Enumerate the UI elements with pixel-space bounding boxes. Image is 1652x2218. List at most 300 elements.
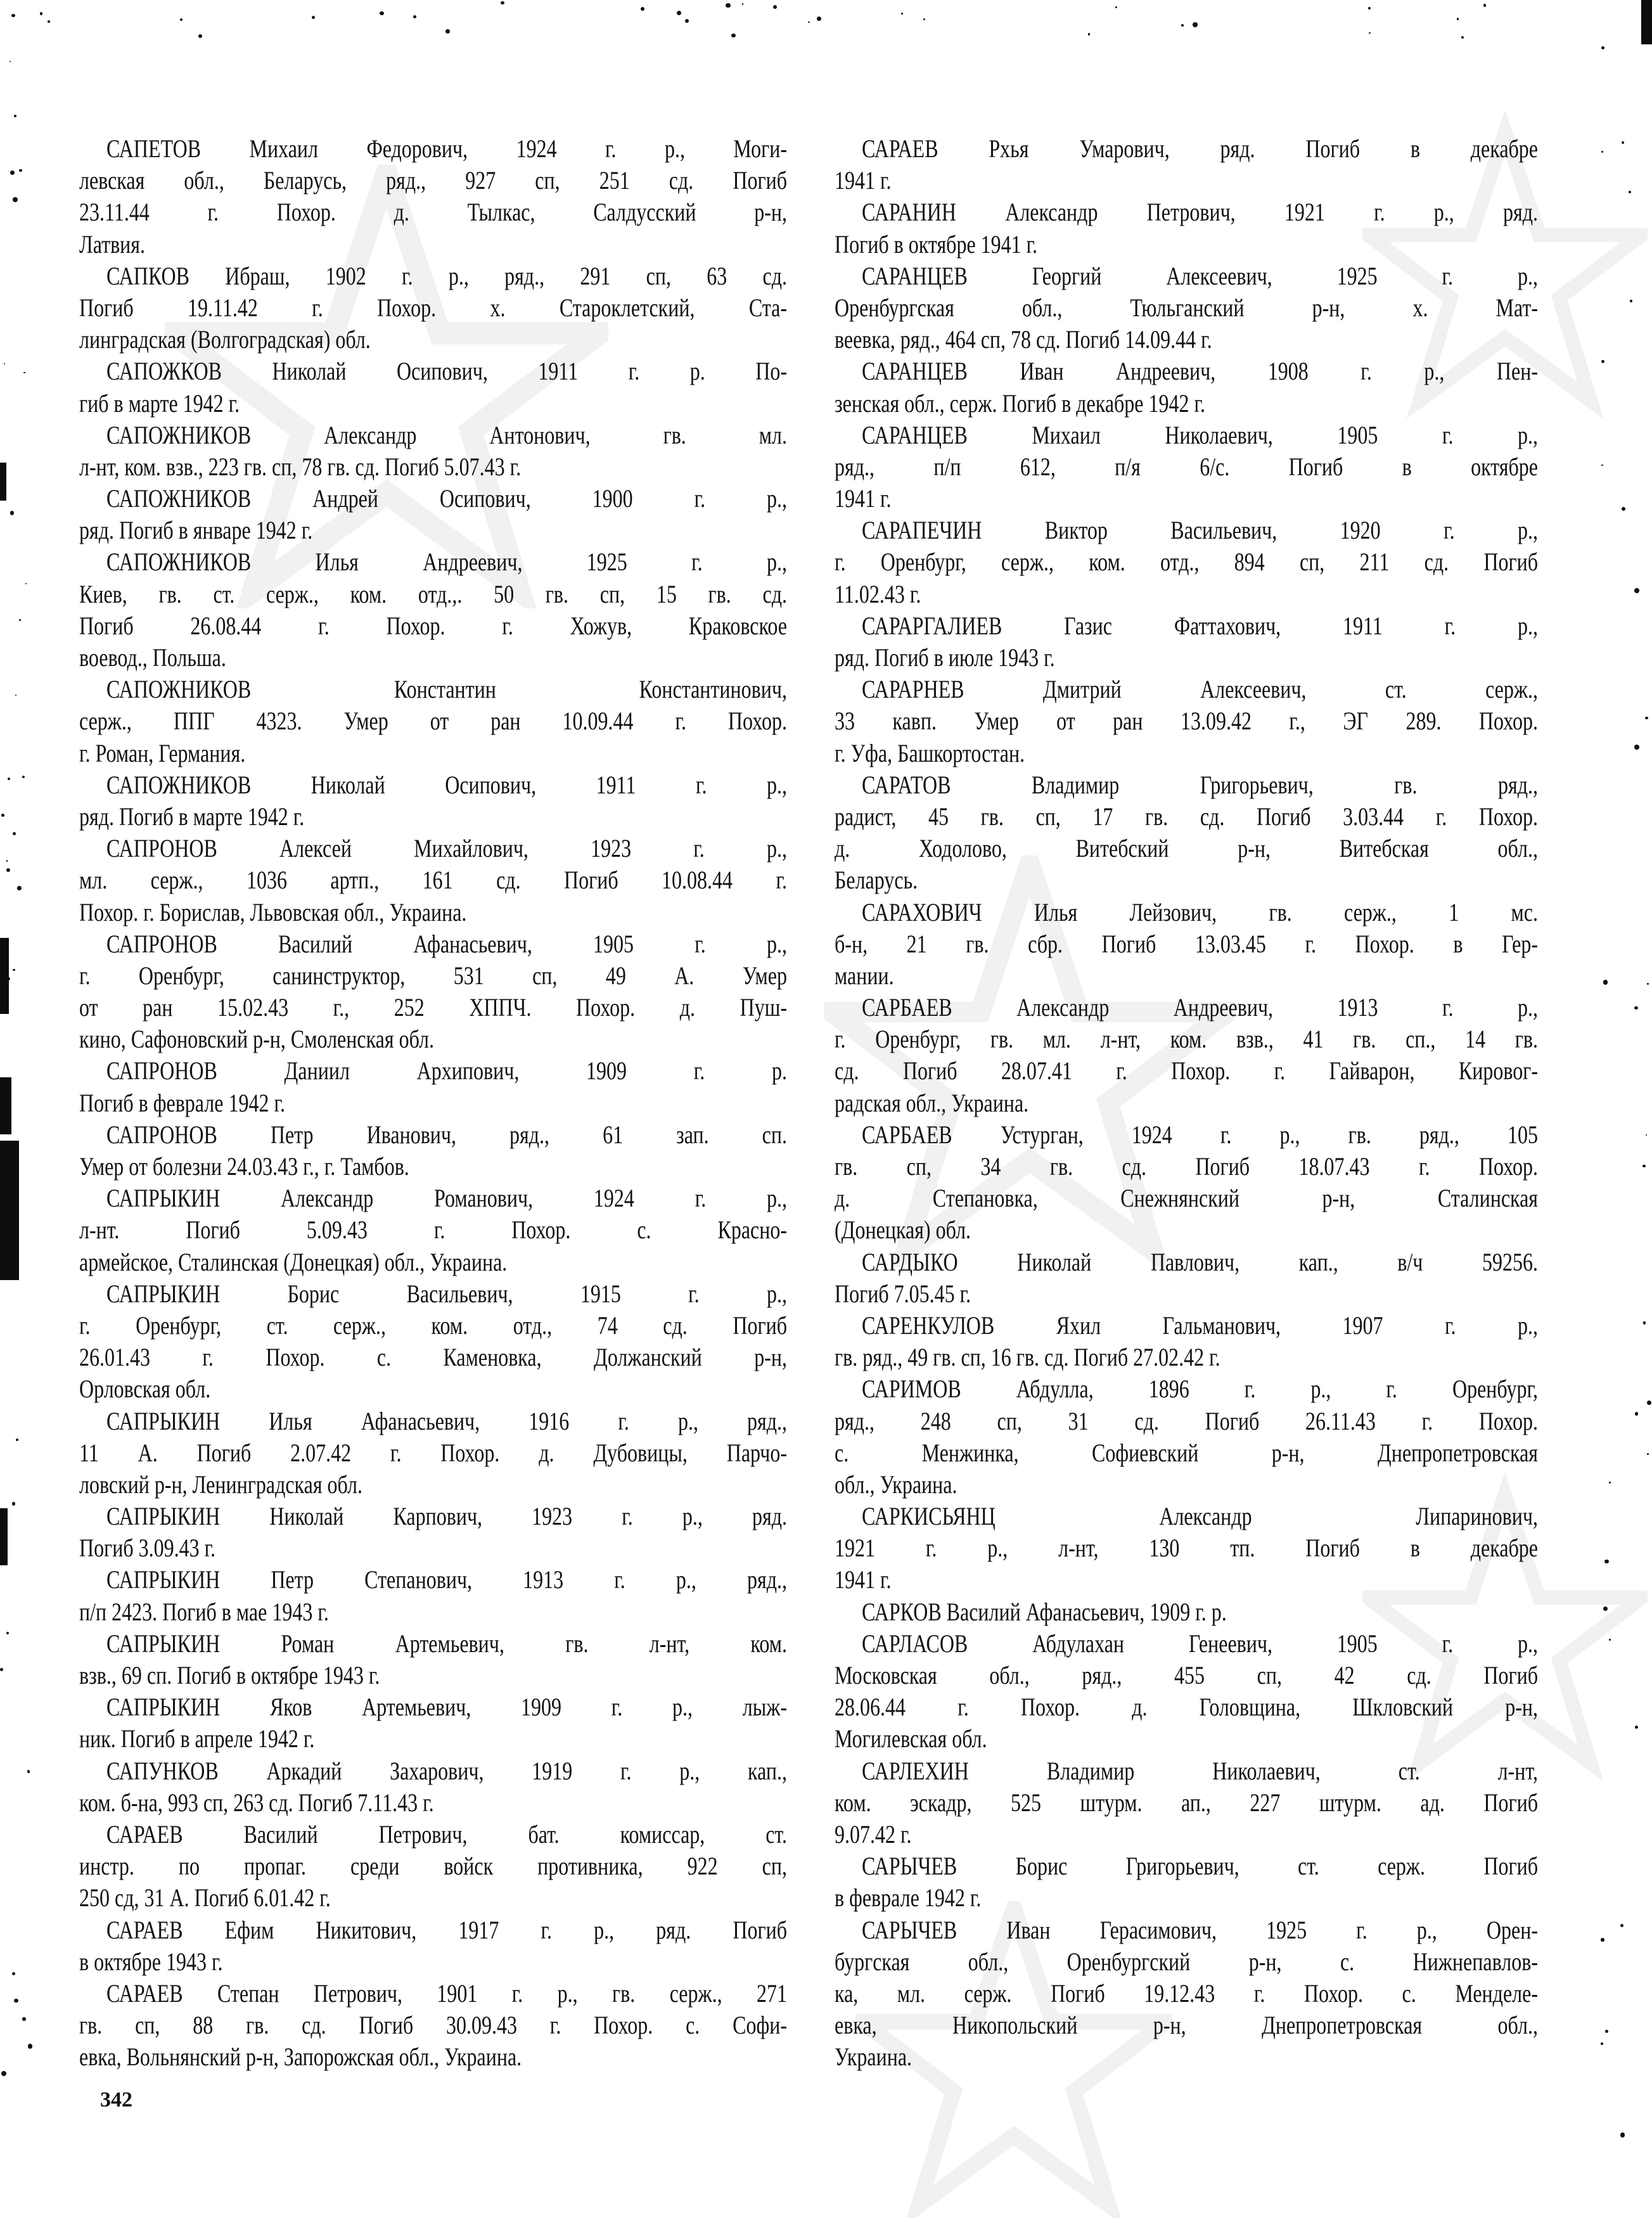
entry-line-text: 11 А. Погиб 2.07.42 г. Похор. д. Дубовицы, Парчо- — [79, 1438, 787, 1467]
scan-speck — [22, 776, 25, 778]
entry-line-text: ряд., 248 сп, 31 сд. Погиб 26.11.43 г. Похор. — [835, 1406, 1538, 1435]
entry-first-line — [79, 356, 787, 387]
entry-line — [79, 388, 787, 420]
scan-speck — [1461, 36, 1464, 39]
entry-first-line — [835, 356, 1538, 387]
entry-first-line — [835, 196, 1538, 228]
scan-speck — [1634, 1006, 1637, 1010]
entry-line-text: л-нт. Погиб 5.09.43 г. Похор. с. Красно- — [79, 1215, 787, 1245]
register-entry — [79, 833, 787, 928]
entry-line-text: САПКОВ Ибраш, 1902 г. р., ряд., 291 сп, 63 сд. — [106, 261, 787, 290]
entry-line-text: 23.11.44 г. Похор. д. Тылкас, Салдусский р-н, — [79, 198, 787, 227]
register-entry — [835, 1914, 1538, 2074]
register-entry — [79, 1406, 787, 1501]
entry-line — [79, 1850, 787, 1882]
entry-line — [835, 928, 1538, 960]
entry-line-text: САПРЫКИН Александр Романович, 1924 г. р., — [106, 1184, 787, 1213]
entry-first-line — [79, 1628, 787, 1660]
entry-line-text: САПУНКОВ Аркадий Захарович, 1919 г. р., кап., — [106, 1756, 787, 1785]
scan-speck — [19, 619, 21, 621]
scan-speck — [1642, 1165, 1646, 1168]
scan-edge-artifact — [0, 1077, 11, 1134]
entry-line — [79, 515, 787, 546]
scan-speck — [6, 1632, 9, 1634]
entry-line — [79, 2041, 787, 2073]
scan-speck — [1635, 1412, 1638, 1415]
entry-line-text: евка, Вольнянский р-н, Запорожская обл., Украина. — [79, 2042, 522, 2072]
entry-line-text: 26.01.43 г. Похор. с. Каменовка, Должанский р-н, — [79, 1343, 787, 1372]
entry-line — [79, 1660, 787, 1691]
entry-line-text: САРЕНКУЛОВ Яхил Гальманович, 1907 г. р., — [862, 1311, 1538, 1340]
entry-line — [835, 229, 1538, 260]
entry-line — [835, 1342, 1538, 1373]
scan-speck — [1609, 1639, 1611, 1641]
scan-speck — [10, 511, 14, 515]
entry-first-line — [835, 1596, 1538, 1628]
entry-line — [835, 483, 1538, 515]
entry-line-text: 33 кавп. Умер от ран 13.09.42 г., ЭГ 289. Похор. — [835, 707, 1538, 736]
entry-line-text: 1921 г. р., л-нт, 130 тп. Погиб в декабре — [835, 1534, 1538, 1563]
register-entry — [79, 1055, 787, 1119]
entry-line — [79, 1023, 787, 1055]
entry-first-line — [79, 1691, 787, 1723]
entry-line-text: д. Степановка, Снежнянский р-н, Сталинская — [835, 1184, 1538, 1213]
scan-speck — [1643, 1321, 1646, 1324]
scan-speck — [7, 977, 10, 980]
register-entry — [79, 674, 787, 769]
entry-line-text: от ран 15.02.43 г., 252 ХППЧ. Похор. д. Пуш- — [79, 993, 787, 1022]
entry-line-text: САРАПЕЧИН Виктор Васильевич, 1920 г. р., — [862, 516, 1538, 545]
scan-speck — [1181, 24, 1184, 27]
entry-first-line — [79, 769, 787, 801]
entry-line-text: САПРЫКИН Петр Степанович, 1913 г. р., ряд., — [106, 1565, 787, 1594]
scan-edge-artifact — [1641, 0, 1652, 44]
entry-line-text: САРДЫКО Николай Павлович, кап., в/ч 59256. — [862, 1247, 1538, 1276]
entry-first-line — [835, 992, 1538, 1023]
entry-line — [79, 1151, 787, 1183]
scan-speck — [1368, 7, 1371, 10]
scan-speck — [16, 1439, 18, 1441]
entry-first-line — [79, 483, 787, 515]
entry-line — [835, 579, 1538, 610]
entry-line-text: САРКОВ Василий Афанасьевич, 1909 г. р. — [862, 1597, 1227, 1626]
entry-first-line — [835, 1914, 1538, 1946]
entry-first-line — [79, 674, 787, 705]
entry-line-text: САПРЫКИН Николай Карпович, 1923 г. р., ряд. — [106, 1502, 787, 1531]
register-entry — [835, 515, 1538, 610]
entry-first-line — [835, 1310, 1538, 1342]
entry-line-text: в феврале 1942 г. — [835, 1883, 982, 1913]
entry-line — [79, 801, 787, 833]
entry-line-text: САПОЖНИКОВ Илья Андреевич, 1925 г. р., — [106, 548, 787, 577]
entry-line-text: обл., Украина. — [835, 1470, 957, 1499]
entry-first-line — [79, 1914, 787, 1946]
entry-line — [79, 1596, 787, 1628]
entry-line-text: САРИМОВ Абдулла, 1896 г. р., г. Оренбург, — [862, 1375, 1538, 1404]
entry-line — [79, 1469, 787, 1501]
entry-first-line — [79, 1183, 787, 1214]
entry-line-text: Погиб 19.11.42 г. Похор. х. Староклетский, Ста- — [79, 293, 787, 322]
register-entry — [835, 260, 1538, 356]
entry-line — [79, 196, 787, 228]
entry-line-text: САПРОНОВ Василий Афанасьевич, 1905 г. р., — [106, 929, 787, 958]
scan-speck — [23, 372, 25, 373]
scan-speck — [1646, 1134, 1647, 1136]
entry-line — [79, 1882, 787, 1914]
register-entry — [79, 1914, 787, 1978]
scan-speck — [923, 18, 925, 20]
entry-line-text: г. Уфа, Башкортостан. — [835, 738, 1025, 767]
entry-line-text: Украина. — [835, 2042, 912, 2072]
entry-line-text: серж., ППГ 4323. Умер от ран 10.09.44 г. Похор. — [79, 707, 787, 736]
entry-line — [835, 705, 1538, 737]
scan-speck — [25, 583, 27, 584]
register-entry — [79, 769, 787, 833]
entry-line — [835, 1532, 1538, 1564]
scan-speck — [19, 169, 22, 172]
scan-speck — [1647, 1401, 1651, 1405]
scan-speck — [1601, 2042, 1603, 2044]
scan-speck — [10, 170, 15, 175]
entry-line-text: 9.07.42 г. — [835, 1819, 912, 1849]
register-entry — [835, 992, 1538, 1119]
entry-line — [835, 1023, 1538, 1055]
register-entry — [835, 1628, 1538, 1755]
scan-speck — [808, 22, 810, 23]
scan-speck — [11, 14, 15, 18]
entry-line-text: инстр. по пропаг. среди войск противника, 922 сп, — [79, 1852, 787, 1881]
scan-speck — [1635, 1726, 1638, 1729]
entry-line-text: Московская обл., ряд., 455 сп, 42 сд. Погиб — [835, 1661, 1538, 1689]
scan-speck — [4, 363, 5, 364]
entry-line-text: 11.02.43 г. — [835, 579, 921, 608]
register-entry — [835, 610, 1538, 674]
entry-line — [835, 1787, 1538, 1819]
entry-line-text: взв., 69 сп. Погиб в октябре 1943 г. — [79, 1661, 380, 1689]
entry-first-line — [835, 420, 1538, 451]
scan-speck — [12, 1502, 16, 1506]
entry-line — [835, 642, 1538, 674]
entry-line-text: 1941 г. — [835, 484, 892, 513]
register-entry — [835, 1310, 1538, 1373]
entry-line — [79, 1087, 787, 1119]
entry-first-line — [79, 1119, 787, 1151]
entry-line-text: п/п 2423. Погиб в мае 1943 г. — [79, 1597, 329, 1626]
entry-line-text: ник. Погиб в апреле 1942 г. — [79, 1724, 315, 1753]
entry-line-text: Киев, гв. ст. серж., ком. отд.,. 50 гв. сп, 15 гв. сд. — [79, 579, 787, 608]
page-number: 342 — [100, 2088, 132, 2112]
register-entry — [79, 483, 787, 546]
scan-speck — [1634, 745, 1639, 750]
entry-line-text: 1941 г. — [835, 1565, 892, 1594]
scan-speck — [48, 20, 50, 23]
entry-line — [835, 1055, 1538, 1087]
entry-line-text: г. Оренбург, серж., ком. отд., 894 сп, 211 сд. Погиб — [835, 548, 1538, 577]
entry-line-text: л-нт, ком. взв., 223 гв. сп, 78 гв. сд. Погиб 5.07.43 г. — [79, 452, 522, 481]
entry-line-text: г. Роман, Германия. — [79, 738, 246, 767]
scan-edge-artifact — [0, 938, 9, 1014]
entry-line-text: радская обл., Украина. — [835, 1088, 1029, 1117]
scan-speck — [1622, 507, 1625, 511]
entry-line — [835, 388, 1538, 420]
entry-line-text: Латвия. — [79, 229, 146, 259]
scan-speck — [27, 1770, 30, 1772]
entry-line — [835, 546, 1538, 578]
entry-first-line — [79, 1978, 787, 2010]
entry-line-text: САРКИСЬЯНЦ Александр Липаринович, — [862, 1502, 1538, 1531]
entry-line — [79, 705, 787, 737]
scan-speck — [742, 3, 743, 4]
entry-first-line — [835, 674, 1538, 705]
entry-line-text: САРАРГАЛИЕВ Газис Фаттахович, 1911 г. р., — [862, 611, 1538, 640]
register-entry — [835, 897, 1538, 992]
register-entry — [79, 1755, 787, 1819]
scan-speck — [1622, 141, 1624, 144]
entry-line — [835, 292, 1538, 324]
scan-speck — [1601, 1938, 1604, 1942]
scan-speck — [731, 34, 735, 37]
register-entry — [835, 1247, 1538, 1310]
scan-speck — [1601, 151, 1603, 153]
scan-speck — [1603, 980, 1608, 985]
scan-speck — [1369, 32, 1371, 34]
entry-line — [79, 1310, 787, 1342]
entry-line-text: Могилевская обл. — [835, 1724, 987, 1753]
entry-line-text: ка, мл. серж. Погиб 19.12.43 г. Похор. с. Менделе- — [835, 1978, 1538, 2008]
entry-line-text: Погиб 7.05.45 г. — [835, 1279, 971, 1308]
entry-first-line — [79, 1755, 787, 1787]
register-entry — [835, 1755, 1538, 1851]
register-entry — [835, 420, 1538, 515]
entry-line-text: левская обл., Беларусь, ряд., 927 сп, 251 сд. Погиб — [79, 166, 787, 195]
scan-speck — [1601, 465, 1603, 466]
entry-line — [835, 165, 1538, 196]
entry-line-text: линградская (Волгоградская) обл. — [79, 325, 371, 354]
scan-speck — [14, 1999, 18, 2003]
entry-line-text: (Донецкая) обл. — [835, 1215, 971, 1245]
entry-line — [835, 324, 1538, 356]
entry-line — [835, 1691, 1538, 1723]
scan-speck — [380, 11, 384, 16]
entry-first-line — [835, 1247, 1538, 1278]
entry-line — [835, 864, 1538, 896]
entry-line-text: САРЛАСОВ Абдулахан Генеевич, 1905 г. р., — [862, 1629, 1538, 1658]
entry-line-text: ком. б-на, 993 сп, 263 сд. Погиб 7.11.43 г. — [79, 1788, 434, 1817]
register-entry — [835, 769, 1538, 897]
scan-speck — [501, 1, 504, 5]
entry-line-text: САРЫЧЕВ Иван Герасимович, 1925 г. р., Орен- — [862, 1915, 1538, 1944]
entry-first-line — [835, 1850, 1538, 1882]
entry-line-text: Беларусь. — [835, 866, 918, 895]
scan-speck — [1604, 1560, 1608, 1563]
entry-line — [835, 1469, 1538, 1501]
entry-line-text: 250 сд, 31 А. Погиб 6.01.42 г. — [79, 1883, 331, 1913]
entry-line-text: Похор. г. Борислав, Львовская обл., Украина. — [79, 897, 467, 926]
entry-line-text: г. Оренбург, санинструктор, 531 сп, 49 А. Умер — [79, 961, 787, 990]
entry-line — [79, 864, 787, 896]
entry-line-text: евка, Никопольский р-н, Днепропетровская обл., — [835, 2011, 1538, 2040]
entry-line — [835, 1437, 1538, 1469]
entry-first-line — [79, 420, 787, 451]
scan-edge-artifact — [0, 463, 6, 501]
entry-line — [79, 1247, 787, 1278]
scan-speck — [1620, 2132, 1625, 2137]
entry-line — [835, 738, 1538, 769]
register-entry — [79, 1501, 787, 1564]
entry-line — [79, 1787, 787, 1819]
entry-line — [79, 1342, 787, 1373]
entry-line-text: САПОЖНИКОВ Александр Антонович, гв. мл. — [106, 420, 787, 449]
entry-first-line — [79, 928, 787, 960]
entry-line — [835, 1183, 1538, 1214]
entry-first-line — [79, 260, 787, 292]
register-entry — [79, 1691, 787, 1755]
entry-line — [835, 1087, 1538, 1119]
entry-first-line — [835, 1628, 1538, 1660]
entry-first-line — [835, 1119, 1538, 1151]
entry-line — [835, 1978, 1538, 2010]
scan-speck — [445, 29, 450, 34]
scan-speck — [13, 197, 18, 202]
entry-line — [79, 897, 787, 928]
register-entry — [79, 260, 787, 356]
entry-line-text: мании. — [835, 961, 894, 990]
scan-speck — [8, 778, 10, 780]
entry-line-text: 28.06.44 г. Похор. д. Головщина, Шкловский р-н, — [835, 1693, 1538, 1722]
entry-line-text: армейское, Сталинская (Донецкая) обл., Украина. — [79, 1247, 508, 1276]
scan-speck — [1601, 46, 1604, 49]
scan-speck — [1193, 22, 1198, 27]
entry-line-text: САРАНИН Александр Петрович, 1921 г. р., ряд. — [862, 198, 1538, 227]
entry-line-text: бургская обл., Оренбургский р-н, с. Нижнепавлов- — [835, 1947, 1538, 1976]
scan-speck — [1647, 1453, 1649, 1455]
scan-speck — [1, 814, 4, 817]
register-entry — [79, 1978, 787, 2074]
register-entry — [835, 1596, 1538, 1628]
scan-speck — [28, 2044, 32, 2048]
entry-line — [835, 1278, 1538, 1310]
scan-speck — [1630, 300, 1632, 302]
scan-speck — [413, 15, 416, 18]
entry-line-text: САПРОНОВ Петр Иванович, ряд., 61 зап. сп. — [106, 1120, 787, 1149]
scan-speck — [10, 61, 11, 62]
entry-line-text: ряд. Погиб в марте 1942 г. — [79, 802, 305, 831]
scan-speck — [14, 115, 16, 117]
entry-line — [835, 1214, 1538, 1246]
scan-speck — [1634, 588, 1639, 593]
scan-speck — [312, 16, 315, 19]
register-entry — [79, 1819, 787, 1914]
scan-speck — [6, 860, 8, 861]
entry-line — [79, 960, 787, 992]
entry-line — [79, 579, 787, 610]
scan-speck — [677, 11, 681, 15]
entry-line-text: в октябре 1943 г. — [79, 1947, 223, 1976]
entry-line — [79, 229, 787, 260]
entry-line — [79, 1946, 787, 1978]
entry-line-text: Умер от болезни 24.03.43 г., г. Тамбов. — [79, 1152, 409, 1181]
scan-speck — [1, 2071, 6, 2076]
register-entry — [79, 928, 787, 1056]
entry-line — [79, 1723, 787, 1755]
entry-first-line — [835, 610, 1538, 642]
entry-line-text: д. Ходолово, Витебский р-н, Витебская обл., — [835, 834, 1538, 863]
scan-edge-artifact — [0, 1141, 19, 1280]
scan-speck — [1647, 983, 1649, 985]
entry-line — [835, 451, 1538, 483]
scan-speck — [0, 1668, 3, 1671]
entry-line-text: ряд. Погиб в июле 1943 г. — [835, 643, 1055, 672]
scan-speck — [1629, 191, 1631, 193]
entry-line-text: ряд. Погиб в январе 1942 г. — [79, 516, 313, 545]
entry-line — [835, 801, 1538, 833]
entry-first-line — [835, 260, 1538, 292]
entry-line-text: САРАЕВ Василий Петрович, бат. комиссар, ст. — [106, 1819, 787, 1849]
register-entry — [79, 1628, 787, 1691]
entry-line — [835, 1151, 1538, 1183]
entry-line-text: САПРЫКИН Илья Афанасьевич, 1916 г. р., ряд., — [106, 1406, 787, 1435]
scan-speck — [901, 13, 903, 15]
entry-line-text: САРАЕВ Рхья Умарович, ряд. Погиб в декабре — [862, 134, 1538, 163]
scan-speck — [198, 34, 202, 38]
register-entry — [835, 1119, 1538, 1247]
entry-line — [835, 960, 1538, 992]
register-entry — [835, 1850, 1538, 1914]
register-entry — [79, 420, 787, 483]
entry-line-text: мл. серж., 1036 артп., 161 сд. Погиб 10.08.44 г. — [79, 866, 787, 895]
entry-line — [79, 1373, 787, 1405]
entry-line — [79, 610, 787, 642]
scan-speck — [1457, 18, 1459, 20]
scan-speck — [726, 3, 731, 8]
entry-line-text: САРАНЦЕВ Георгий Алексеевич, 1925 г. р., — [862, 261, 1538, 290]
right-column — [835, 133, 1538, 2073]
entry-line-text: гв. ряд., 49 гв. сп, 16 гв. сд. Погиб 27.02.42 г. — [835, 1343, 1220, 1372]
left-column — [79, 133, 787, 2073]
entry-line-text: САРБАЕВ Устурган, 1924 г. р., гв. ряд., 105 — [862, 1120, 1538, 1149]
entry-first-line — [835, 1501, 1538, 1532]
scan-speck — [180, 18, 182, 21]
entry-line-text: САПРОНОВ Алексей Михайлович, 1923 г. р., — [106, 834, 787, 863]
entry-first-line — [79, 1819, 787, 1850]
scan-speck — [15, 695, 16, 696]
entry-first-line — [79, 133, 787, 165]
entry-line-text: гв. сп, 88 гв. сд. Погиб 30.09.43 г. Похор. с. Софи- — [79, 2011, 787, 2040]
register-entry — [79, 1183, 787, 1278]
register-entry — [835, 1501, 1538, 1596]
register-entry — [79, 133, 787, 260]
entry-line — [835, 1406, 1538, 1437]
entry-first-line — [79, 1278, 787, 1310]
entry-line-text: САРАНЦЕВ Михаил Николаевич, 1905 г. р., — [862, 420, 1538, 449]
scan-speck — [12, 1972, 15, 1975]
scan-edge-artifact — [0, 1508, 8, 1565]
register-entry — [79, 356, 787, 419]
entry-line — [835, 1660, 1538, 1691]
entry-first-line — [835, 897, 1538, 928]
entry-line-text: САПОЖНИКОВ Константин Константинович, — [106, 675, 787, 704]
entry-line-text: САРЫЧЕВ Борис Григорьевич, ст. серж. Погиб — [862, 1852, 1538, 1881]
entry-line-text: г. Оренбург, гв. мл. л-нт, ком. взв., 41 гв. сп., 14 гв. — [835, 1025, 1538, 1054]
entry-line — [835, 1564, 1538, 1596]
entry-line — [835, 2010, 1538, 2041]
scan-speck — [6, 868, 10, 872]
entry-first-line — [835, 515, 1538, 546]
entry-first-line — [835, 133, 1538, 165]
entry-line — [835, 833, 1538, 864]
register-entry — [835, 674, 1538, 769]
entry-line-text: САПРОНОВ Даниил Архипович, 1909 г. р. — [106, 1056, 787, 1086]
